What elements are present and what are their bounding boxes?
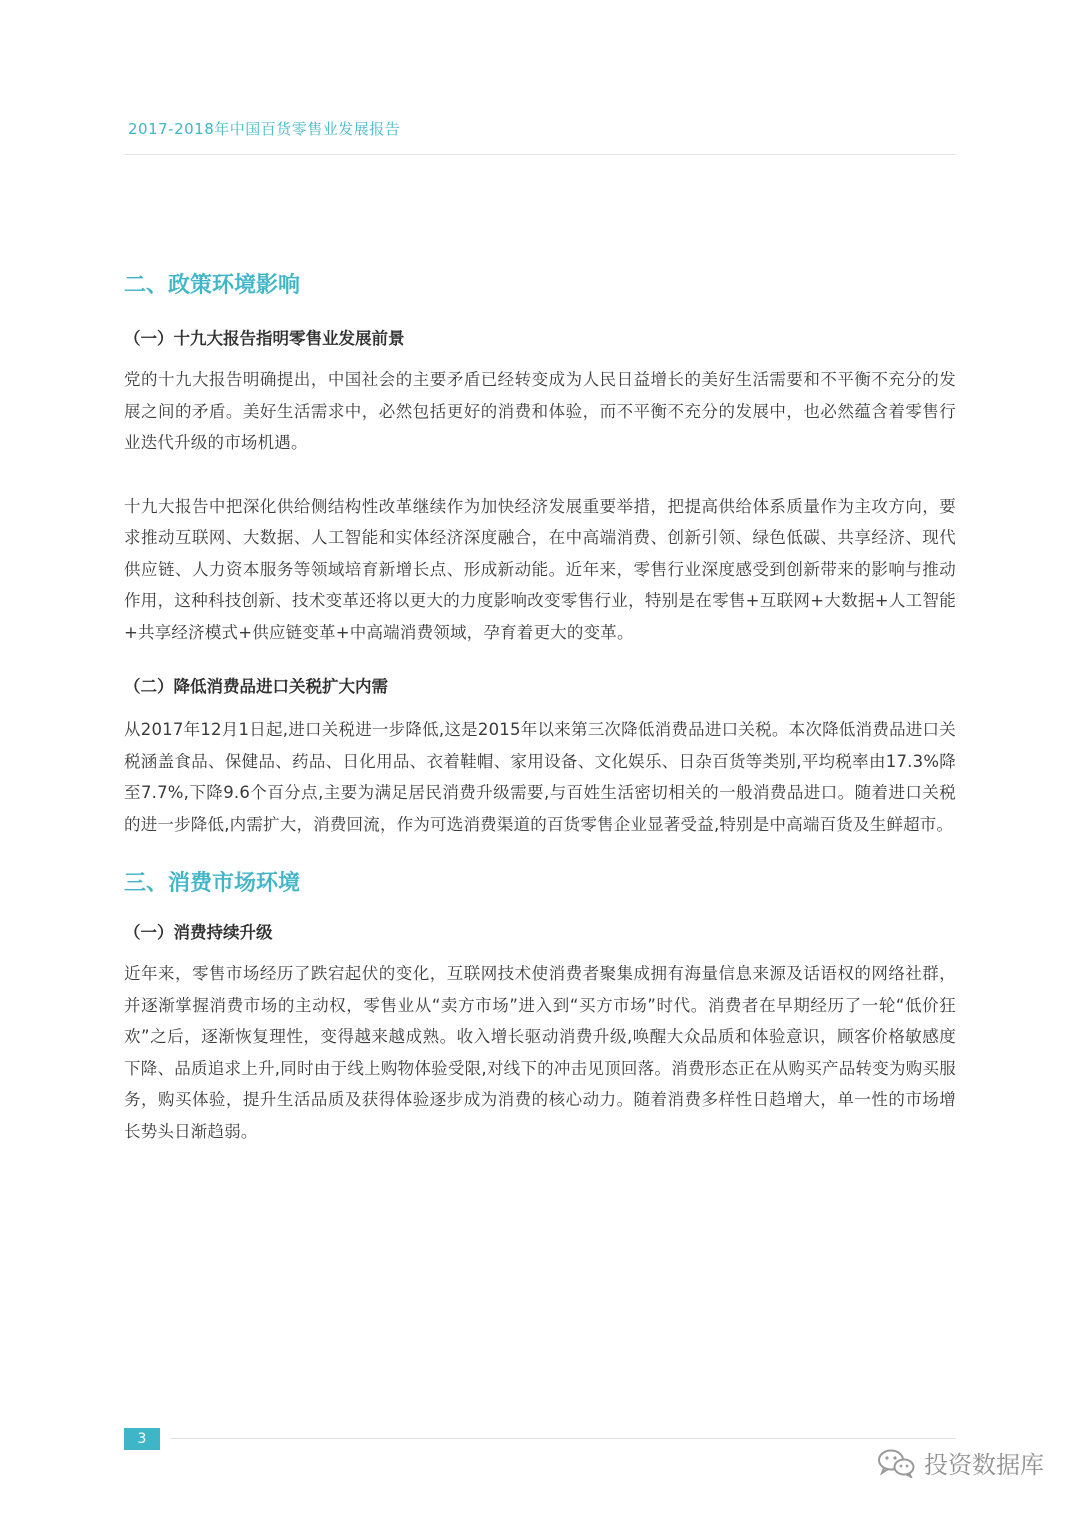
subsection-title-congress-report: （一）十九大报告指明零售业发展前景 <box>124 329 405 348</box>
watermark <box>876 1445 1044 1480</box>
section-title-policy: 二、政策环境影响 <box>124 273 301 298</box>
section-title-consumer-market: 三、消费市场环境 <box>124 871 301 896</box>
watermark-text: 投资数据库 <box>924 1451 1044 1479</box>
report-title: 2017-2018年中国百货零售业发展报告 <box>128 120 401 138</box>
wechat-icon <box>876 1448 916 1478</box>
paragraph: 党的十九大报告明确提出，中国社会的主要矛盾已经转变成为人民日益增长的美好生活需要和不平衡不充分的发展之间的矛盾。美好生活需求中，必然包括更好的消费和体验，而不平衡不充分的发展中，也必然蕴含着零售行业迭代升级的市场机遇。 <box>124 370 956 452</box>
footer-divider <box>170 1438 956 1439</box>
subsection-title-import-tariff: （二）降低消费品进口关税扩大内需 <box>124 677 388 696</box>
paragraph: 十九大报告中把深化供给侧结构性改革继续作为加快经济发展重要举措，把提高供给体系质量作为主攻方向，要求推动互联网、大数据、人工智能和实体经济深度融合，在中高端消费、创新引领、绿色低碳、共享经济、现代供应链、人力资本服务等领域培育新增长点、形成新动能。近年来，零售行业深度感受到创新带来的影响与推动作用，这种科技创新、技术变革还将以更大的力度影响改变零售行业，特别是在零售+互联网+大数据+人工智能+共享经济模式+供应链变革+中高端消费领域，孕育着更大的变革。 <box>124 496 956 642</box>
main-content <box>124 268 956 1147</box>
paragraph: 近年来，零售市场经历了跌宕起伏的变化，互联网技术使消费者聚集成拥有海量信息来源及话语权的网络社群，并逐渐掌握消费市场的主动权，零售业从“卖方市场”进入到“买方市场”时代。消费者在早期经历了一轮“低价狂欢”之后，逐渐恢复理性，变得越来越成熟。收入增长驱动消费升级,唤醒大众品质和体验意识，顾客价格敏感度下降、品质追求上升,同时由于线上购物体验受限,对线下的冲击见顶回落。消费形态正在从购买产品转变为购买服务，购买体验，提升生活品质及获得体验逐步成为消费的核心动力。随着消费多样性日趋增大，单一性的市场增长势头日渐趋弱。 <box>124 964 956 1141</box>
header-divider <box>125 154 955 155</box>
page-number: 3 <box>124 1428 160 1450</box>
paragraph: 从2017年12月1日起,进口关税进一步降低,这是2015年以来第三次降低消费品进口关税。本次降低消费品进口关税涵盖食品、保健品、药品、日化用品、衣着鞋帽、家用设备、文化娱乐、日杂百货等类别,平均税率由17.3%降至7.7%,下降9.6个百分点,主要为满足居民消费升级需要,与百姓生活密切相关的一般消费品进口。随着进口关税的进一步降低,内需扩大，消费回流，作为可选消费渠道的百货零售企业显著受益,特别是中高端百货及生鲜超市。 <box>124 720 956 834</box>
page-footer <box>124 1428 956 1450</box>
subsection-title-consumption-upgrade: （一）消费持续升级 <box>124 923 273 942</box>
